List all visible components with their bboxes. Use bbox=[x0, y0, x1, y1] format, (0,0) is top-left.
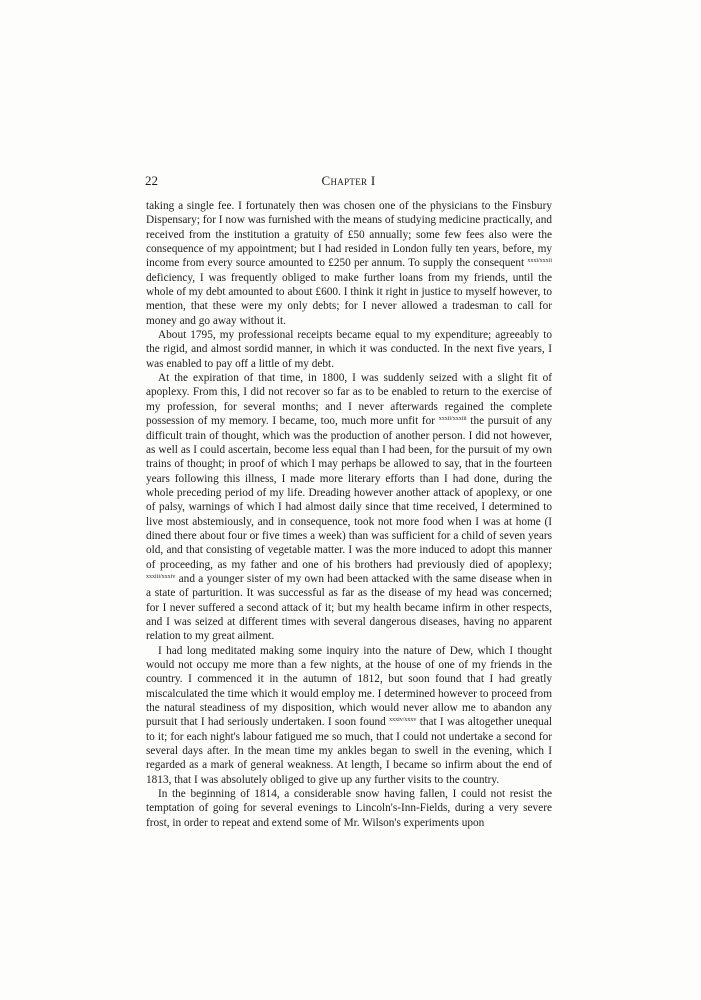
running-header bbox=[145, 173, 552, 191]
page-marker: xxxiii/xxxiv bbox=[146, 573, 176, 580]
paragraph bbox=[146, 371, 552, 644]
page-marker: xxxiv/xxxv bbox=[389, 717, 417, 724]
text-run: At the expiration of that time, in 1800, I was suddenly seized with a slight fit of apoplexy. From this, I did not recover so far as to be enabled to return to the exercise of my profession, for several months; and I never afterwards regained the complete possession of my memory. I became, too, much more unfit for bbox=[146, 372, 552, 428]
page-marker: xxxi/xxxii bbox=[527, 258, 552, 265]
page-marker: xxxii/xxxiii bbox=[438, 416, 467, 423]
paragraph bbox=[146, 787, 552, 830]
text-run: that I was altogether unequal to it; for each night's labour fatigued me so much, that I could not undertake a second for several days after. In the mean time my ankles began to swell in the evening, which I regarded as a mark of general weakness. At length, I became so infirm about the end of 1813, that I was absolutely obliged to give up any further visits to the country. bbox=[146, 716, 552, 786]
body-text bbox=[146, 199, 552, 830]
paragraph bbox=[146, 644, 552, 787]
paragraph bbox=[146, 328, 552, 371]
page-number: 22 bbox=[145, 173, 158, 188]
text-run: deficiency, I was frequently obliged to make further loans from my friends, until the whole of my debt amounted to about £600. I think it right in justice to myself however, to mention, that these were my only debts; for I never allowed a tradesman to call for money and go away without it. bbox=[146, 271, 552, 327]
chapter-title: Chapter I bbox=[321, 173, 376, 188]
text-run: the pursuit of any difficult train of thought, which was the production of another person. I did not however, as well as I could ascertain, become less equal than I had been, for the pursuit of my own trains of thought; in proof of which I may perhaps be allowed to say, that in the fourteen years following this illness, I made more literary efforts than I had done, during the whole preceding period of my life. Dreading however another attack of apoplexy, or one of palsy, warnings of which I had almost daily since that time received, I determined to live most abstemiously, and in consequence, took not more food when I was at home (I dined there about four or five times a week) than was sufficient for a child of seven years old, and that consisting of vegetable matter. I was the more induced to adopt this manner of proceeding, as my father and one of his brothers had previously died of apoplexy; bbox=[146, 415, 553, 571]
text-run: taking a single fee. I fortunately then was chosen one of the physicians to the Finsbury Dispensary; for I now was furnished with the means of studying medicine practically, and received from the institution a gratuity of £50 annually; some few fees also were the consequence of my appointment; but I had resided in London fully ten years, before, my income from every source amounted to £250 per annum. To supply the consequent bbox=[146, 200, 552, 270]
text-run: I had long meditated making some inquiry into the nature of Dew, which I thought would not occupy me more than a few nights, at the house of one of my friends in the country. I commenced it in the autumn of 1812, but soon found that I had greatly miscalculated the time which it would employ me. I determined however to proceed from the natural steadiness of my disposition, which would never allow me to abandon any pursuit that I had seriously undertaken. I soon found bbox=[146, 644, 552, 729]
paragraph bbox=[146, 199, 552, 328]
text-run: In the beginning of 1814, a considerable snow having fallen, I could not resist the temptation of going for several evenings to Lincoln's-Inn-Fields, during a very severe frost, in order to repeat and extend some of Mr. Wilson's experiments upon bbox=[146, 788, 552, 829]
text-run: About 1795, my professional receipts became equal to my expenditure; agreeably to the rigid, and almost sordid manner, in which it was conducted. In the next five years, I was enabled to pay off a little of my debt. bbox=[146, 329, 552, 370]
text-run: and a younger sister of my own had been attacked with the same disease when in a state of parturition. It was successful as far as the disease of my head was concerned; for I never suffered a second attack of it; but my health became infirm in other respects, and I was seized at different times with several dangerous diseases, having no apparent relation to my great ailment. bbox=[146, 572, 552, 643]
